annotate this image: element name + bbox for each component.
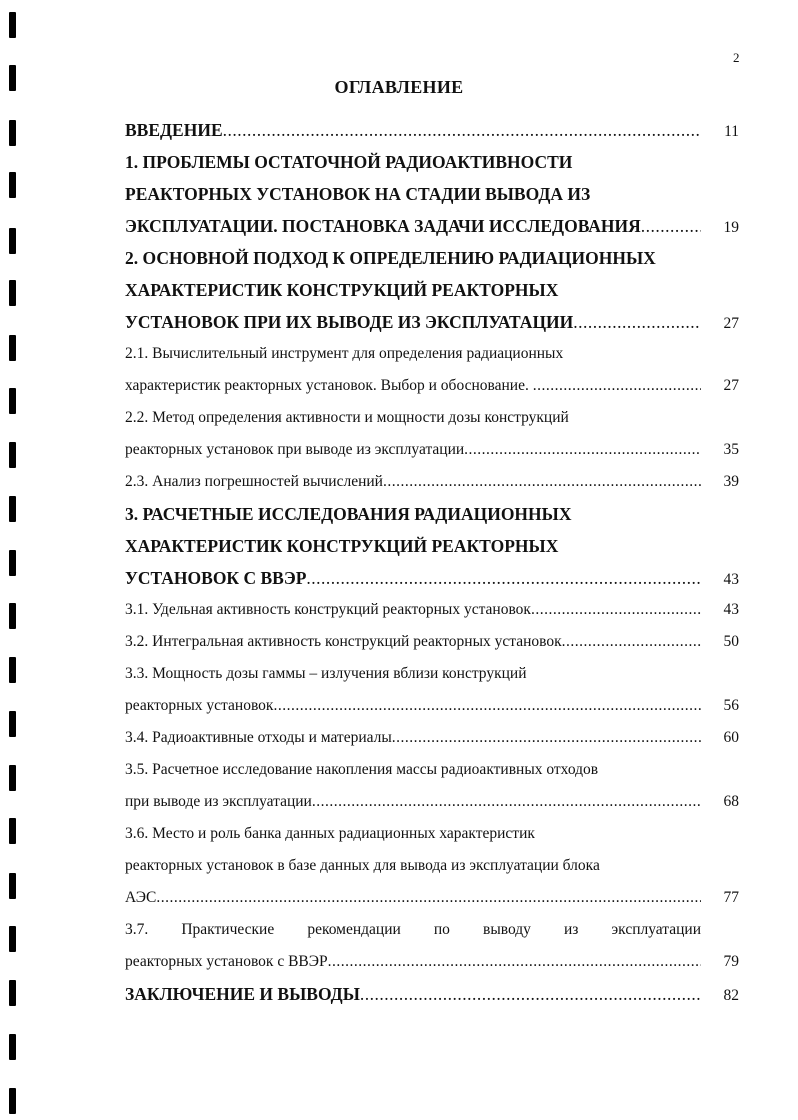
toc-entry xyxy=(125,114,739,146)
binder-hole-mark xyxy=(9,228,16,254)
toc-entry xyxy=(125,402,739,466)
toc-leader-dots xyxy=(392,722,701,754)
toc-entry xyxy=(125,818,739,914)
binder-hole-mark xyxy=(9,120,16,146)
toc-leader-dots xyxy=(360,978,701,1010)
toc-line xyxy=(125,114,739,146)
toc-entry-text: реакторных установок при выводе из эксплуатации xyxy=(125,441,465,458)
toc-line xyxy=(125,882,739,914)
toc-page-number: 19 xyxy=(723,219,739,236)
toc-entry xyxy=(125,242,739,338)
toc-line xyxy=(125,562,739,594)
binder-hole-mark xyxy=(9,280,16,306)
toc-page-number: 77 xyxy=(723,889,739,906)
toc-entry-text: 3.4. Радиоактивные отходы и материалы xyxy=(125,729,392,746)
binder-holes xyxy=(0,0,20,1120)
binder-hole-mark xyxy=(9,442,16,468)
binder-hole-mark xyxy=(9,926,16,952)
toc-leader-dots xyxy=(223,114,701,146)
toc-entry-text: 3.1. Удельная активность конструкций реакторных установок xyxy=(125,601,531,618)
toc-leader-dots xyxy=(273,690,701,722)
binder-hole-mark xyxy=(9,873,16,899)
binder-hole-mark xyxy=(9,818,16,844)
toc-line xyxy=(125,754,739,786)
toc-leader-dots xyxy=(533,370,701,402)
toc-entry xyxy=(125,146,739,242)
toc-entry xyxy=(125,658,739,722)
toc-leader-dots xyxy=(312,786,701,818)
toc-leader-dots xyxy=(383,466,701,498)
toc-entry-text: 3.5. Расчетное исследование накопления массы радиоактивных отходов xyxy=(125,761,599,778)
toc-entry-text: ЭКСПЛУАТАЦИИ. ПОСТАНОВКА ЗАДАЧИ ИССЛЕДОВАНИЯ xyxy=(125,216,641,236)
toc-entry xyxy=(125,754,739,818)
toc-entry xyxy=(125,722,739,754)
toc-entry xyxy=(125,978,739,1010)
toc-line xyxy=(125,338,739,370)
toc-entry-text: АЭС xyxy=(125,889,157,906)
binder-hole-mark xyxy=(9,12,16,38)
toc-leader-dots xyxy=(641,210,701,242)
binder-hole-mark xyxy=(9,711,16,737)
toc-line xyxy=(125,722,739,754)
binder-hole-mark xyxy=(9,172,16,198)
toc-page-number: 27 xyxy=(723,315,739,332)
toc-entry-text: УСТАНОВОК С ВВЭР xyxy=(125,568,307,588)
binder-hole-mark xyxy=(9,980,16,1006)
toc-entry-text: РЕАКТОРНЫХ УСТАНОВОК НА СТАДИИ ВЫВОДА ИЗ xyxy=(125,184,591,204)
toc-leader-dots xyxy=(306,562,701,594)
toc-line xyxy=(125,850,739,882)
toc-page-number: 43 xyxy=(723,601,739,618)
binder-hole-mark xyxy=(9,657,16,683)
toc-entry-text: 2.2. Метод определения активности и мощности дозы конструкций xyxy=(125,409,569,426)
binder-hole-mark xyxy=(9,550,16,576)
toc-entry xyxy=(125,338,739,402)
toc-entry-text: характеристик реакторных установок. Выбор и обоснование. xyxy=(125,377,533,394)
toc-page-number: 39 xyxy=(723,473,739,490)
table-of-contents xyxy=(125,114,739,1010)
toc-entry-text: 3.6. Место и роль банка данных радиационных характеристик xyxy=(125,825,535,842)
binder-hole-mark xyxy=(9,335,16,361)
toc-entry xyxy=(125,626,739,658)
toc-entry xyxy=(125,498,739,594)
toc-line xyxy=(125,274,739,306)
toc-leader-dots xyxy=(464,434,701,466)
toc-line xyxy=(125,178,739,210)
toc-page-number: 11 xyxy=(724,123,739,140)
toc-entry-text: при выводе из эксплуатации xyxy=(125,793,312,810)
toc-page-number: 56 xyxy=(723,697,739,714)
toc-entry-text: 3.2. Интегральная активность конструкций реакторных установок xyxy=(125,633,562,650)
binder-hole-mark xyxy=(9,388,16,414)
toc-line xyxy=(125,530,739,562)
toc-line xyxy=(125,402,739,434)
toc-entry-text: реакторных установок xyxy=(125,697,274,714)
toc-line xyxy=(125,146,739,178)
toc-entry-text: ВВЕДЕНИЕ xyxy=(125,120,223,140)
binder-hole-mark xyxy=(9,1034,16,1060)
toc-leader-dots xyxy=(328,946,701,978)
toc-line xyxy=(125,434,739,466)
toc-line xyxy=(125,946,739,978)
binder-hole-mark xyxy=(9,765,16,791)
toc-line xyxy=(125,498,739,530)
toc-line xyxy=(125,978,739,1010)
toc-line xyxy=(125,914,739,946)
toc-entry-text: 1. ПРОБЛЕМЫ ОСТАТОЧНОЙ РАДИОАКТИВНОСТИ xyxy=(125,152,573,172)
toc-leader-dots xyxy=(573,306,701,338)
toc-line xyxy=(125,466,739,498)
toc-line xyxy=(125,370,739,402)
toc-entry-text: 2.3. Анализ погрешностей вычислений xyxy=(125,473,383,490)
toc-line xyxy=(125,786,739,818)
toc-entry-text: реакторных установок с ВВЭР xyxy=(125,953,328,970)
toc-entry-text: 2. ОСНОВНОЙ ПОДХОД К ОПРЕДЕЛЕНИЮ РАДИАЦИОННЫХ xyxy=(125,248,656,268)
toc-line xyxy=(125,306,739,338)
toc-leader-dots xyxy=(156,882,701,914)
toc-entry-text: ХАРАКТЕРИСТИК КОНСТРУКЦИЙ РЕАКТОРНЫХ xyxy=(125,536,559,556)
binder-hole-mark xyxy=(9,603,16,629)
toc-line xyxy=(125,690,739,722)
toc-line xyxy=(125,242,739,274)
toc-page-number: 35 xyxy=(723,441,739,458)
page-number: 2 xyxy=(733,50,740,65)
toc-page-number: 82 xyxy=(723,987,739,1004)
toc-entry-text: 2.1. Вычислительный инструмент для определения радиационных xyxy=(125,345,564,362)
toc-line xyxy=(125,210,739,242)
toc-page-number: 79 xyxy=(723,953,739,970)
toc-line xyxy=(125,818,739,850)
toc-entry-text: реакторных установок в базе данных для вывода из эксплуатации блока xyxy=(125,857,600,874)
toc-entry-text: 3.3. Мощность дозы гаммы – излучения вблизи конструкций xyxy=(125,665,527,682)
toc-page-number: 68 xyxy=(723,793,739,810)
toc-page-number: 50 xyxy=(723,633,739,650)
toc-entry-text: 3.7. Практические рекомендации по выводу из эксплуатации xyxy=(125,921,701,938)
toc-line xyxy=(125,594,739,626)
toc-entry xyxy=(125,914,739,978)
toc-line xyxy=(125,658,739,690)
toc-page-number: 27 xyxy=(723,377,739,394)
toc-entry xyxy=(125,594,739,626)
toc-entry-text: ХАРАКТЕРИСТИК КОНСТРУКЦИЙ РЕАКТОРНЫХ xyxy=(125,280,559,300)
binder-hole-mark xyxy=(9,1088,16,1114)
page-title: ОГЛАВЛЕНИЕ xyxy=(334,77,464,97)
toc-leader-dots xyxy=(531,594,701,626)
binder-hole-mark xyxy=(9,496,16,522)
toc-entry-text: ЗАКЛЮЧЕНИЕ И ВЫВОДЫ xyxy=(125,984,360,1004)
toc-entry xyxy=(125,466,739,498)
toc-line xyxy=(125,626,739,658)
toc-leader-dots xyxy=(562,626,701,658)
toc-entry-text: УСТАНОВОК ПРИ ИХ ВЫВОДЕ ИЗ ЭКСПЛУАТАЦИИ xyxy=(125,312,574,332)
toc-entry-text: 3. РАСЧЕТНЫЕ ИССЛЕДОВАНИЯ РАДИАЦИОННЫХ xyxy=(125,504,572,524)
toc-page-number: 43 xyxy=(723,571,739,588)
toc-page-number: 60 xyxy=(723,729,739,746)
